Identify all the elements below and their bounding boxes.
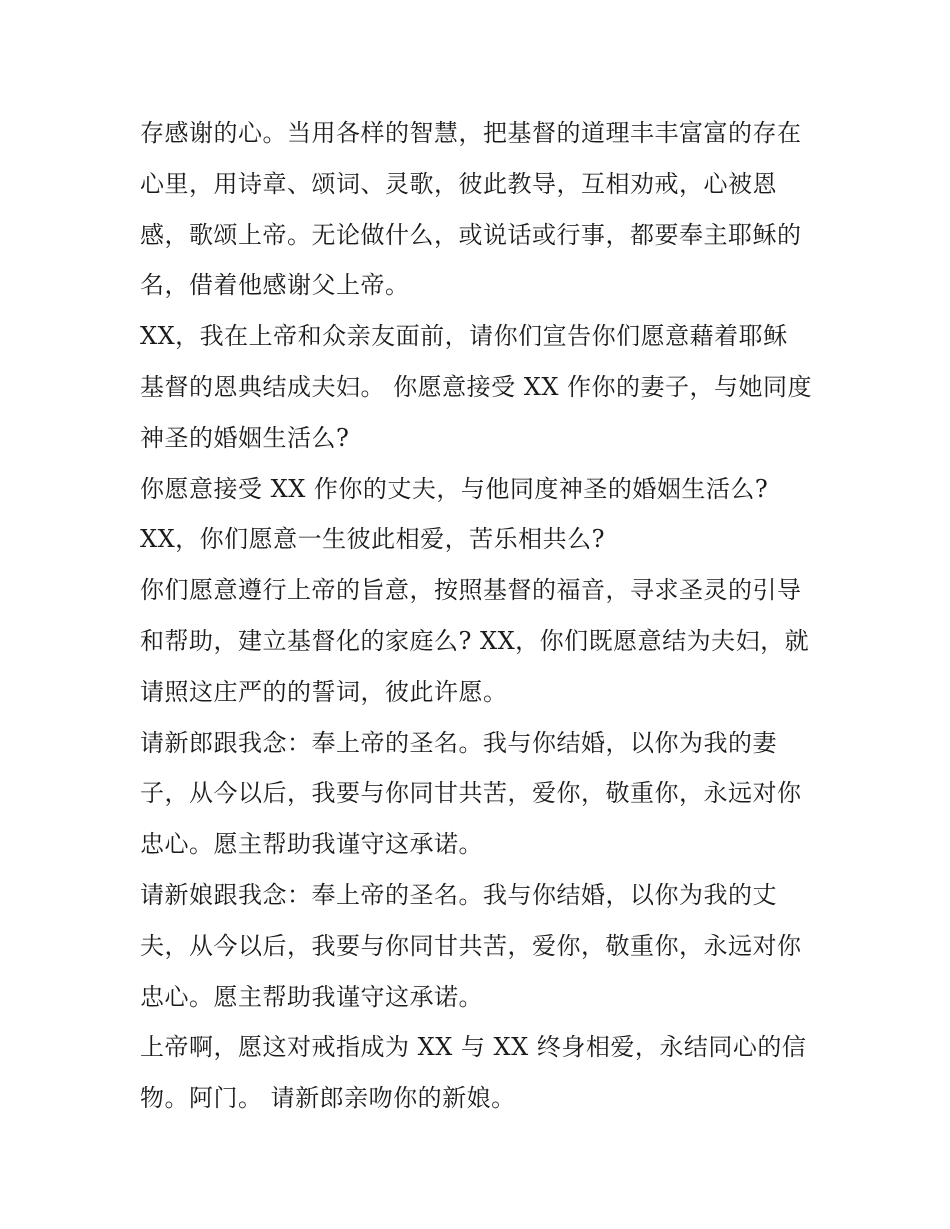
- text-line: 和帮助，建立基督化的家庭么? XX，你们既愿意结为夫妇，就: [140, 626, 810, 655]
- text-line: 子，从今以后，我要与你同甘共苦，爱你，敬重你，永远对你: [140, 779, 802, 808]
- text-line: 你们愿意遵行上帝的旨意，按照基督的福音，寻求圣灵的引导: [140, 576, 802, 605]
- text-line: 基督的恩典结成夫妇。 你愿意接受 XX 作你的妻子，与她同度: [140, 372, 813, 401]
- text-line: 你愿意接受 XX 作你的丈夫，与他同度神圣的婚姻生活么?: [140, 474, 769, 503]
- text-line: XX，你们愿意一生彼此相爱，苦乐相共么?: [140, 525, 606, 554]
- text-line: 物。阿门。 请新郎亲吻你的新娘。: [140, 1084, 516, 1113]
- text-line: 心里，用诗章、颂词、灵歌，彼此教导，互相劝戒，心被恩: [140, 169, 777, 198]
- text-line: XX，我在上帝和众亲友面前，请你们宣告你们愿意藉着耶稣: [140, 322, 788, 351]
- text-line: 忠心。愿主帮助我谨守这承诺。: [140, 982, 483, 1011]
- text-line: 请照这庄严的的誓词，彼此许愿。: [140, 677, 508, 706]
- text-line: 忠心。愿主帮助我谨守这承诺。: [140, 830, 483, 859]
- document-body: [140, 108, 820, 1124]
- text-line: 上帝啊，愿这对戒指成为 XX 与 XX 终身相爱，永结同心的信: [140, 1033, 807, 1062]
- text-line: 请新娘跟我念：奉上帝的圣名。我与你结婚，以你为我的丈: [140, 880, 777, 909]
- text-line: 夫，从今以后，我要与你同甘共苦，爱你，敬重你，永远对你: [140, 931, 802, 960]
- text-line: 神圣的婚姻生活么?: [140, 423, 350, 452]
- text-line: 感，歌颂上帝。无论做什么，或说话或行事，都要奉主耶稣的: [140, 220, 802, 249]
- text-line: 存感谢的心。当用各样的智慧，把基督的道理丰丰富富的存在: [140, 119, 802, 147]
- text-line: 名，借着他感谢父上帝。: [140, 271, 410, 300]
- text-line: 请新郎跟我念：奉上帝的圣名。我与你结婚，以你为我的妻: [140, 728, 777, 757]
